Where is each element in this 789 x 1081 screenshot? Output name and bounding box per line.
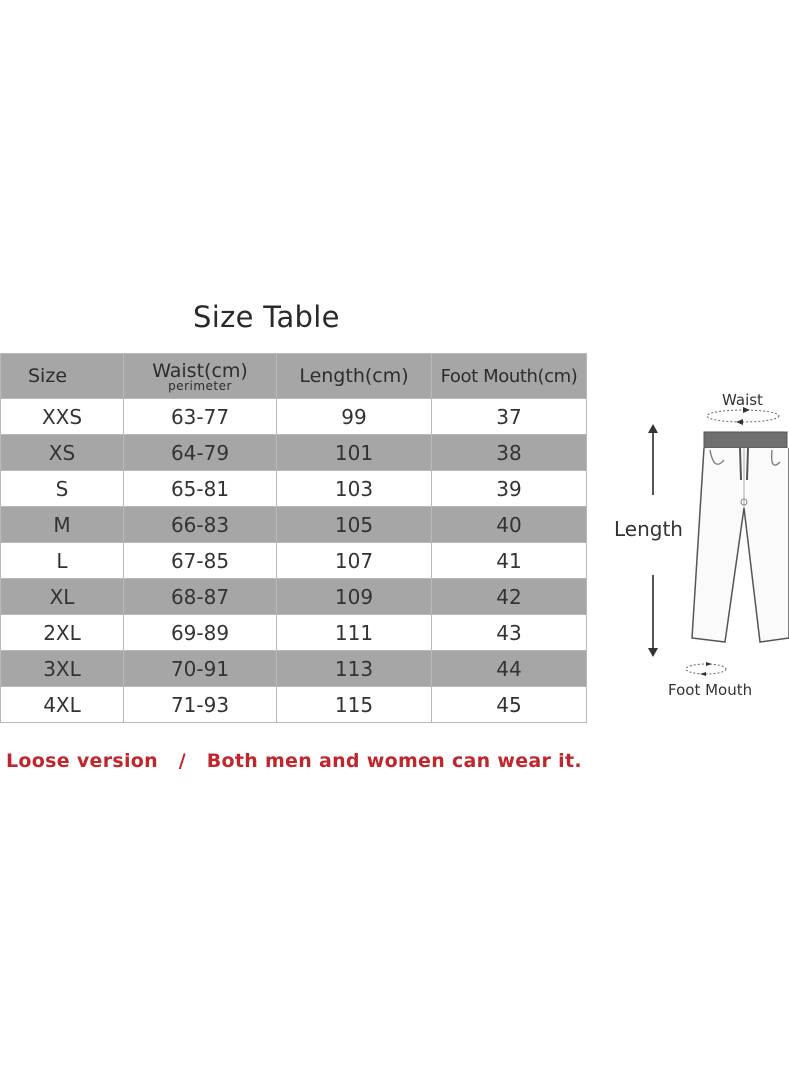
cell-size: XXS [1,399,124,435]
header-waist-label: Waist(cm) [152,360,248,382]
waist-arrow-icon [707,407,779,425]
cell-size: S [1,471,124,507]
cell-foot-mouth: 44 [432,651,587,687]
cell-length: 101 [277,435,432,471]
cell-length: 111 [277,615,432,651]
waist-label: Waist [722,391,763,409]
cell-waist: 67-85 [124,543,277,579]
cell-foot-mouth: 42 [432,579,587,615]
cell-size: XS [1,435,124,471]
table-row [1,615,587,651]
cell-size: M [1,507,124,543]
cell-size: 2XL [1,615,124,651]
cell-foot-mouth: 37 [432,399,587,435]
header-waist-sub: perimeter [168,379,232,393]
header-waist [124,354,277,399]
cell-waist: 66-83 [124,507,277,543]
cell-foot-mouth: 43 [432,615,587,651]
cell-length: 113 [277,651,432,687]
length-label: Length [614,517,683,541]
cell-length: 103 [277,471,432,507]
cell-waist: 64-79 [124,435,277,471]
cell-waist: 71-93 [124,687,277,723]
foot-mouth-label: Foot Mouth [668,681,753,699]
cell-waist: 68-87 [124,579,277,615]
pants-diagram [600,380,789,700]
table-row [1,471,587,507]
cell-foot-mouth: 41 [432,543,587,579]
cell-waist: 69-89 [124,615,277,651]
table-row [1,507,587,543]
cell-foot-mouth: 45 [432,687,587,723]
cell-size: 3XL [1,651,124,687]
cell-size: L [1,543,124,579]
size-table [0,353,587,723]
table-row [1,399,587,435]
cell-length: 115 [277,687,432,723]
table-row [1,651,587,687]
table-header-row [1,354,587,399]
table-row [1,543,587,579]
cell-waist: 63-77 [124,399,277,435]
cell-length: 109 [277,579,432,615]
header-foot-mouth: Foot Mouth(cm) [432,354,587,399]
cell-size: 4XL [1,687,124,723]
cell-length: 105 [277,507,432,543]
cell-foot-mouth: 38 [432,435,587,471]
cell-foot-mouth: 40 [432,507,587,543]
cell-waist: 70-91 [124,651,277,687]
fit-note: Loose version / Both men and women can wear it. [6,750,582,772]
foot-mouth-arrow-icon [686,662,726,676]
table-row [1,687,587,723]
table-row [1,435,587,471]
table-body [1,399,587,723]
cell-foot-mouth: 39 [432,471,587,507]
header-length: Length(cm) [277,354,432,399]
cell-size: XL [1,579,124,615]
page-title: Size Table [193,300,340,334]
table-row [1,579,587,615]
cell-waist: 65-81 [124,471,277,507]
pants-outline [692,432,789,642]
cell-length: 99 [277,399,432,435]
header-size: Size [1,354,124,399]
cell-length: 107 [277,543,432,579]
